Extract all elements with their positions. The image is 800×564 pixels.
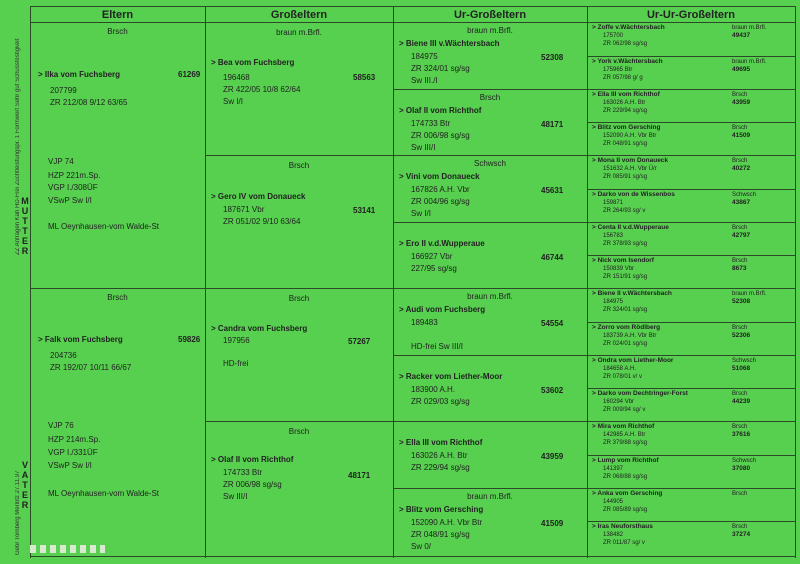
gggp-color: Brsch [732, 125, 748, 131]
ggp-zr: ZR 004/96 sg/sg [411, 197, 470, 206]
great-great-grandparent-1 [587, 22, 795, 56]
great-grandparent-7 [393, 421, 587, 488]
great-grandparent-1 [393, 22, 587, 89]
ggp-reg: 166927 Vbr [411, 252, 453, 261]
great-great-grandparent-14 [587, 455, 795, 488]
great-great-grandparent-7 [587, 222, 795, 255]
top-border [30, 6, 795, 7]
header-grosseltern: Großeltern [270, 9, 328, 21]
great-grandparent-2 [393, 89, 587, 155]
gggp-color: Brsch [732, 524, 748, 530]
grandparent-1 [205, 22, 393, 155]
gggp-number: 49695 [732, 66, 751, 73]
parent-father [30, 288, 205, 556]
ggp-name: > Audi vom Fuchsberg [399, 305, 486, 314]
gggp-zr: ZR 068/88 sg/sg [603, 474, 648, 480]
gggp-reg: 144905 [603, 499, 624, 505]
label-vater: VATER [21, 460, 29, 510]
gp-reg: 197956 [223, 336, 250, 345]
great-grandparent-4 [393, 222, 587, 288]
great-great-grandparent-12 [587, 388, 795, 421]
gggp-reg: 163026 A.H. Btr [603, 100, 646, 106]
ggp-color: Schwsch [473, 159, 506, 168]
parent-name: > Falk vom Fuchsberg [38, 335, 123, 344]
gp-zr: ZR 006/98 sg/sg [223, 480, 282, 489]
ggp-color: braun m.Brfl. [467, 26, 513, 35]
header-eltern: Eltern [101, 9, 134, 21]
gggp-name: > Mira vom Richthof [592, 423, 655, 430]
ggp-extra: Sw I/I [411, 209, 432, 218]
gp-extra: HD-frei [223, 359, 249, 368]
gggp-zr: ZR 085/89 sg/sg [603, 507, 648, 513]
ggp-zr: ZR 048/91 sg/sg [411, 530, 470, 539]
gggp-name: > Mona II vom Donaueck [592, 157, 669, 164]
gggp-name: > Lump vom Richthof [592, 457, 659, 464]
ggp-number: 48171 [541, 120, 564, 129]
gggp-number: 42797 [732, 232, 751, 239]
gggp-color: braun m.Brfl. [732, 59, 767, 65]
gggp-color: Brsch [732, 158, 748, 164]
grandparent-2 [205, 155, 393, 288]
gggp-number: 37274 [732, 531, 751, 538]
gggp-reg: 175700 [603, 33, 624, 39]
gggp-color: braun m.Brfl. [732, 25, 767, 31]
gggp-name: > Ella III vom Richthof [592, 91, 660, 98]
parent-name: > Ilka vom Fuchsberg [38, 70, 121, 79]
parent-ml: ML Oeynhausen-vom Walde-St [48, 489, 160, 498]
great-great-grandparent-8 [587, 255, 795, 288]
ggp-name: > Blitz vom Gersching [399, 505, 484, 514]
ggp-number: 52308 [541, 53, 564, 62]
gggp-name: > York v.Wächtersbach [592, 58, 663, 65]
gggp-number: 44239 [732, 398, 751, 405]
gp-number: 53141 [353, 206, 376, 215]
ggp-extra: HD-frei Sw III/I [411, 342, 464, 351]
great-great-grandparent-2 [587, 56, 795, 89]
gggp-reg: 175965 Btr [603, 67, 633, 73]
gp-name: > Olaf II vom Richthof [211, 455, 294, 464]
gggp-number: 40272 [732, 165, 751, 172]
great-great-grandparent-15 [587, 488, 795, 521]
great-great-grandparent-10 [587, 322, 795, 355]
gggp-zr: ZR 057/98 g/ g [603, 75, 643, 81]
ggp-number: 43959 [541, 452, 564, 461]
ggp-reg: 189483 [411, 318, 438, 327]
great-grandparent-5 [393, 288, 587, 355]
gggp-zr: ZR 009/94 sg/ v [603, 407, 646, 413]
gggp-color: braun m.Brfl. [732, 291, 767, 297]
ggp-reg: 163026 A.H. Btr [411, 451, 468, 460]
gggp-reg: 142985 A.H. Btr [603, 432, 646, 438]
gggp-zr: ZR 324/01 sg/sg [603, 307, 648, 313]
gggp-zr: ZR 151/91 sg/sg [603, 274, 648, 280]
gp-zr: ZR 422/05 10/8 62/64 [223, 85, 301, 94]
gp-number: 57267 [348, 337, 371, 346]
ggp-number: 46744 [541, 253, 564, 262]
parent-color: Brsch [107, 27, 128, 36]
bottom-border [30, 556, 795, 557]
gggp-number: 52308 [732, 298, 751, 305]
great-great-grandparent-9 [587, 288, 795, 322]
ggp-name: > Biene III v.Wächtersbach [399, 39, 500, 48]
gggp-color: Brsch [732, 424, 748, 430]
great-grandparent-3 [393, 155, 587, 222]
gggp-number: 8673 [732, 265, 747, 272]
gggp-zr: ZR 078/01 v/ v [603, 374, 643, 380]
great-great-grandparent-16 [587, 521, 795, 556]
parent-vjp: VJP 74 [48, 157, 74, 166]
gggp-reg: 160294 Vbr [603, 399, 635, 405]
gp-number: 58563 [353, 73, 376, 82]
gggp-zr: ZR 085/91 sg/sg [603, 174, 648, 180]
grandparent-3 [205, 288, 393, 421]
gp-number: 48171 [348, 471, 371, 480]
gggp-zr: ZR 378/93 sg/sg [603, 241, 648, 247]
gggp-reg: 159871 [603, 200, 624, 206]
gggp-color: Brsch [732, 491, 748, 497]
gggp-reg: 183739 A.H. Vbr Btr [603, 333, 657, 339]
gggp-zr: ZR 048/91 sg/sg [603, 141, 648, 147]
gp-reg: 196468 [223, 73, 250, 82]
perforation-edge [30, 545, 105, 553]
parent-reg: 207799 [50, 86, 77, 95]
gggp-reg: 141397 [603, 466, 624, 472]
gggp-name: > Ondra vom Liether-Moor [592, 357, 674, 364]
ggp-name: > Ero II v.d.Wupperaue [399, 239, 485, 248]
gggp-number: 49437 [732, 32, 751, 39]
parent-reg: 204736 [50, 351, 77, 360]
parent-number: 59826 [178, 335, 201, 344]
gggp-zr: ZR 024/01 sg/sg [603, 341, 648, 347]
ggp-name: > Ella III vom Richthof [399, 438, 483, 447]
ggp-reg: 167826 A.H. Vbr [411, 185, 470, 194]
gggp-number: 43867 [732, 199, 751, 206]
parent-vswp: VSwP Sw I/I [48, 196, 92, 205]
gggp-name: > Anka vom Gersching [592, 490, 663, 497]
gp-color: Brsch [288, 161, 310, 170]
gggp-zr: ZR 062/98 sg/sg [603, 41, 648, 47]
great-great-grandparent-4 [587, 122, 795, 155]
gggp-reg: 184658 A.H. [603, 366, 637, 372]
great-great-grandparent-3 [587, 89, 795, 122]
gggp-name: > Darko vom Dechtringer-Forst [592, 390, 688, 397]
gggp-name: > Zoffe v.Wächtersbach [592, 24, 665, 31]
great-great-grandparent-11 [587, 355, 795, 388]
gggp-number: 52306 [732, 332, 751, 339]
ggp-reg: 152090 A.H. Vbr Btr [411, 518, 483, 527]
gp-extra: Sw I/I [223, 97, 244, 106]
parent-hzp: HZP 221m.Sp. [48, 171, 101, 180]
gggp-reg: 150839 Vbr [603, 266, 635, 272]
ggp-name: > Olaf II vom Richthof [399, 106, 482, 115]
gggp-color: Brsch [732, 258, 748, 264]
gggp-zr: ZR 229/94 sg/sg [603, 108, 648, 114]
header-urgrosseltern: Ur-Großeltern [453, 9, 527, 21]
gggp-name: > Nick vom Isendorf [592, 257, 654, 264]
gggp-name: > Blitz vom Gersching [592, 124, 661, 131]
gggp-zr: ZR 379/88 sg/sg [603, 440, 648, 446]
gggp-reg: 156783 [603, 233, 624, 239]
gp-zr: ZR 051/02 9/10 63/64 [223, 217, 301, 226]
gp-color: braun m.Brfl. [276, 28, 322, 37]
ggp-zr: 227/95 sg/sg [411, 264, 457, 273]
great-great-grandparent-5 [587, 155, 795, 189]
gp-color: Brsch [288, 427, 310, 436]
parent-hzp: HZP 214m.Sp. [48, 435, 101, 444]
side-note-bottom: Gebr Tornberg Merlotz 27.11.97 [15, 470, 21, 555]
gggp-color: Brsch [732, 325, 748, 331]
great-grandparent-8 [393, 488, 587, 556]
parent-vgp: VGP I./308ÜF [48, 183, 98, 192]
gp-name: > Gero IV vom Donaueck [211, 192, 306, 201]
ggp-extra: Sw III./I [411, 76, 438, 85]
ggp-color: Brsch [479, 93, 501, 102]
ggp-number: 54554 [541, 319, 564, 328]
gggp-color: Schwsch [732, 192, 757, 198]
gggp-number: 43959 [732, 99, 751, 106]
parent-vgp: VGP I./331ÜF [48, 448, 98, 457]
gp-reg: 174733 Btr [223, 468, 263, 477]
gggp-number: 41509 [732, 132, 751, 139]
gggp-name: > Iras Neuforsthaus [592, 523, 653, 530]
gggp-reg: 184975 [603, 299, 624, 305]
gp-reg: 187671 Vbr [223, 205, 265, 214]
ggp-number: 53602 [541, 386, 564, 395]
great-great-grandparent-6 [587, 189, 795, 222]
side-note-top: ZZ Anfragen Kah HD-Frei Zuchtleistungspr. 1 Formwert Sehr gut Schussfestigkeit [15, 38, 21, 255]
parent-color: Brsch [107, 293, 128, 302]
parent-ml: ML Oeynhausen-vom Walde-St [48, 222, 160, 231]
parent-zr: ZR 212/08 9/12 63/65 [50, 98, 128, 107]
parent-vjp: VJP 76 [48, 421, 74, 430]
right-border [795, 6, 796, 558]
gggp-reg: 138482 [603, 532, 624, 538]
ggp-color: braun m.Brfl. [467, 292, 513, 301]
gggp-color: Schwsch [732, 358, 757, 364]
label-mutter: MUTTER [21, 196, 29, 256]
gggp-zr: ZR 011/87 sg/ v [603, 540, 645, 546]
ggp-zr: ZR 006/98 sg/sg [411, 131, 470, 140]
gggp-number: 37616 [732, 431, 751, 438]
gggp-number: 37080 [732, 465, 751, 472]
ggp-color: braun m.Brfl. [467, 492, 513, 501]
ggp-name: > Vini vom Donaueck [399, 172, 480, 181]
gggp-color: Brsch [732, 92, 748, 98]
grandparent-4 [205, 421, 393, 556]
parent-zr: ZR 192/07 10/11 66/67 [50, 363, 132, 372]
ggp-reg: 174733 Btr [411, 119, 451, 128]
ggp-zr: ZR 029/03 sg/sg [411, 397, 470, 406]
gggp-name: > Centa II v.d.Wupperaue [592, 224, 669, 231]
gp-color: Brsch [288, 294, 310, 303]
gggp-reg: 152090 A.H. Vbr Btr [603, 133, 657, 139]
parent-mother [30, 22, 205, 288]
ggp-reg: 183900 A.H. [411, 385, 456, 394]
great-great-grandparent-13 [587, 421, 795, 455]
gggp-number: 51068 [732, 365, 751, 372]
gggp-zr: ZR 264/93 sg/ v [603, 208, 646, 214]
ggp-reg: 184975 [411, 52, 438, 61]
header-ururgrosseltern: Ur-Ur-Großeltern [646, 9, 735, 21]
ggp-zr: ZR 324/01 sg/sg [411, 64, 470, 73]
ggp-number: 41509 [541, 519, 564, 528]
gp-name: > Candra vom Fuchsberg [211, 324, 308, 333]
ggp-extra: Sw 0/ [411, 542, 432, 551]
gggp-color: Schwsch [732, 458, 757, 464]
ggp-extra: Sw III/I [411, 143, 436, 152]
gggp-color: Brsch [732, 225, 748, 231]
great-grandparent-6 [393, 355, 587, 421]
gggp-color: Brsch [732, 391, 748, 397]
gggp-name: > Zorro vom Rödlberg [592, 324, 661, 331]
parent-vswp: VSwP Sw I/I [48, 461, 92, 470]
gp-name: > Bea vom Fuchsberg [211, 58, 295, 67]
ggp-number: 45631 [541, 186, 564, 195]
gggp-reg: 151632 A.H. Vbr Ü/r [603, 166, 657, 172]
gggp-name: > Darko von de Wissenbos [592, 191, 675, 198]
gp-extra: Sw III/I [223, 492, 248, 501]
gggp-name: > Biene II v.Wächtersbach [592, 290, 672, 297]
ggp-zr: ZR 229/94 sg/sg [411, 463, 470, 472]
ggp-name: > Racker vom Liether-Moor [399, 372, 503, 381]
parent-number: 61269 [178, 70, 201, 79]
